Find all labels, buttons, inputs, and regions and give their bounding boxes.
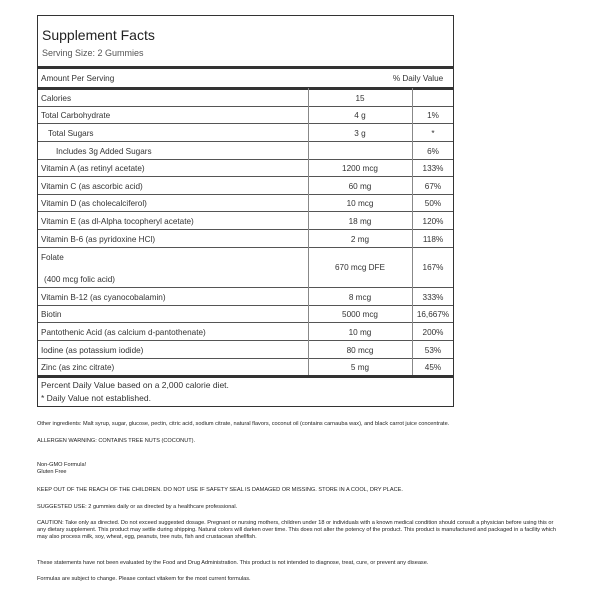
nutrient-name: Iodine (as potassium iodide)	[41, 346, 144, 355]
nutrient-dv: 1%	[427, 111, 439, 120]
row-divider	[38, 141, 453, 142]
serving-size: Serving Size: 2 Gummies	[42, 48, 144, 58]
nutrient-dv: 67%	[424, 182, 442, 191]
row-divider	[38, 194, 453, 195]
nutrient-name: Vitamin B-6 (as pyridoxine HCl)	[41, 235, 156, 244]
column-divider	[308, 88, 309, 375]
row-divider	[38, 176, 453, 177]
nutrient-name: Total Carbohydrate	[41, 111, 111, 120]
nutrient-amount: 2 mg	[350, 235, 370, 244]
nutrient-dv: 120%	[422, 217, 444, 226]
nutrient-name: Vitamin D (as cholecalciferol)	[41, 199, 147, 208]
nutrient-dv: 45%	[424, 363, 442, 372]
nutrient-name: Total Sugars	[48, 129, 94, 138]
allergen-warning: ALLERGEN WARNING: CONTAINS TREE NUTS (COCONUT).	[37, 438, 196, 444]
nutrient-amount: 8 mcg	[348, 293, 372, 302]
row-divider	[38, 106, 453, 107]
nutrient-dv: 167%	[422, 263, 444, 272]
divider-thick	[38, 375, 453, 378]
row-divider	[38, 159, 453, 160]
row-divider	[38, 358, 453, 359]
row-divider	[38, 340, 453, 341]
nutrient-dv: *	[431, 129, 435, 138]
header-daily-value: % Daily Value	[392, 74, 444, 83]
footnote-daily-value: Percent Daily Value based on a 2,000 calorie diet.	[41, 380, 229, 390]
nutrient-amount: 1200 mcg	[342, 164, 378, 173]
nutrient-amount: 15	[355, 94, 365, 103]
nutrient-dv: 53%	[424, 346, 442, 355]
row-divider	[38, 211, 453, 212]
supplement-facts-panel	[37, 15, 454, 407]
nutrient-name: Vitamin E (as dl-Alpha tocopheryl acetate)	[41, 217, 194, 226]
row-divider	[38, 229, 453, 230]
nutrient-name: Vitamin A (as retinyl acetate)	[41, 164, 145, 173]
keep-out-warning: KEEP OUT OF THE REACH OF THE CHILDREN. DO NOT USE IF SAFETY SEAL IS DAMAGED OR MISSING. STORE IN A COOL, DRY PLACE.	[37, 487, 403, 493]
nutrient-name: Includes 3g Added Sugars	[56, 147, 152, 156]
nutrient-amount: 5000 mcg	[342, 310, 378, 319]
other-ingredients: Other ingredients: Malt syrup, sugar, glucose, pectin, citric acid, sodium citrate, natural flavors, coconut oil (contains carnauba wax), and black carrot juice concentrate.	[37, 421, 450, 427]
nutrient-name: Pantothenic Acid (as calcium d-pantothenate)	[41, 328, 206, 337]
nutrient-name: Vitamin C (as ascorbic acid)	[41, 182, 143, 191]
facts-title: Supplement Facts	[42, 27, 155, 43]
nutrient-name: Zinc (as zinc citrate)	[41, 363, 115, 372]
footnote-not-established: * Daily Value not established.	[41, 393, 151, 403]
fda-disclaimer: These statements have not been evaluated by the Food and Drug Administration. This product is not intended to diagnose, treat, cure, or prevent any disease.	[37, 560, 429, 566]
non-gmo-label: Non-GMO Formula!	[37, 462, 87, 468]
nutrient-name: Folate	[41, 253, 64, 262]
nutrient-name: Vitamin B-12 (as cyanocobalamin)	[41, 293, 166, 302]
nutrient-amount: 5 mg	[350, 363, 370, 372]
nutrient-amount: 10 mcg	[346, 199, 374, 208]
nutrient-amount: 4 g	[354, 111, 366, 120]
suggested-use: SUGGESTED USE: 2 gummies daily or as directed by a healthcare professional.	[37, 504, 238, 510]
nutrient-dv: 16,667%	[416, 310, 450, 319]
row-divider	[38, 287, 453, 288]
nutrient-dv: 118%	[422, 235, 444, 244]
divider-thick	[38, 66, 453, 69]
row-divider	[38, 322, 453, 323]
nutrient-name: Calories	[41, 94, 72, 103]
nutrient-amount: 3 g	[354, 129, 366, 138]
divider-thick	[38, 87, 453, 90]
nutrient-amount: 670 mcg DFE	[334, 263, 386, 272]
nutrient-name: (400 mcg folic acid)	[44, 275, 115, 284]
nutrient-amount: 60 mg	[348, 182, 372, 191]
row-divider	[38, 123, 453, 124]
header-amount-per-serving: Amount Per Serving	[41, 74, 115, 83]
nutrient-amount: 18 mg	[348, 217, 372, 226]
nutrient-name: Biotin	[41, 310, 62, 319]
nutrient-amount: 80 mcg	[346, 346, 374, 355]
row-divider	[38, 305, 453, 306]
nutrient-amount: 10 mg	[348, 328, 372, 337]
formulas-note: Formulas are subject to change. Please contact vitakem for the most current formulas.	[37, 576, 251, 582]
nutrient-dv: 50%	[424, 199, 442, 208]
row-divider	[38, 247, 453, 248]
nutrient-dv: 6%	[427, 147, 439, 156]
gluten-free-label: Gluten Free	[37, 469, 67, 475]
nutrient-dv: 200%	[422, 328, 444, 337]
caution-statement: CAUTION: Take only as directed. Do not exceed suggested dosage. Pregnant or nursing mothers, children under 18 or individuals with a known medical condition should consult a physician before using this or any dietary supplement. This product may settle during shipping. Natural colors will darken over time. This does not alter the potency of the product. This product is manufactured and packaged in a facility which may also process milk, soy, wheat, egg, peanuts, tree nuts, fish and crustacean shellfish.	[37, 520, 556, 540]
nutrient-dv: 333%	[422, 293, 444, 302]
nutrient-dv: 133%	[422, 164, 444, 173]
column-divider	[412, 88, 413, 375]
